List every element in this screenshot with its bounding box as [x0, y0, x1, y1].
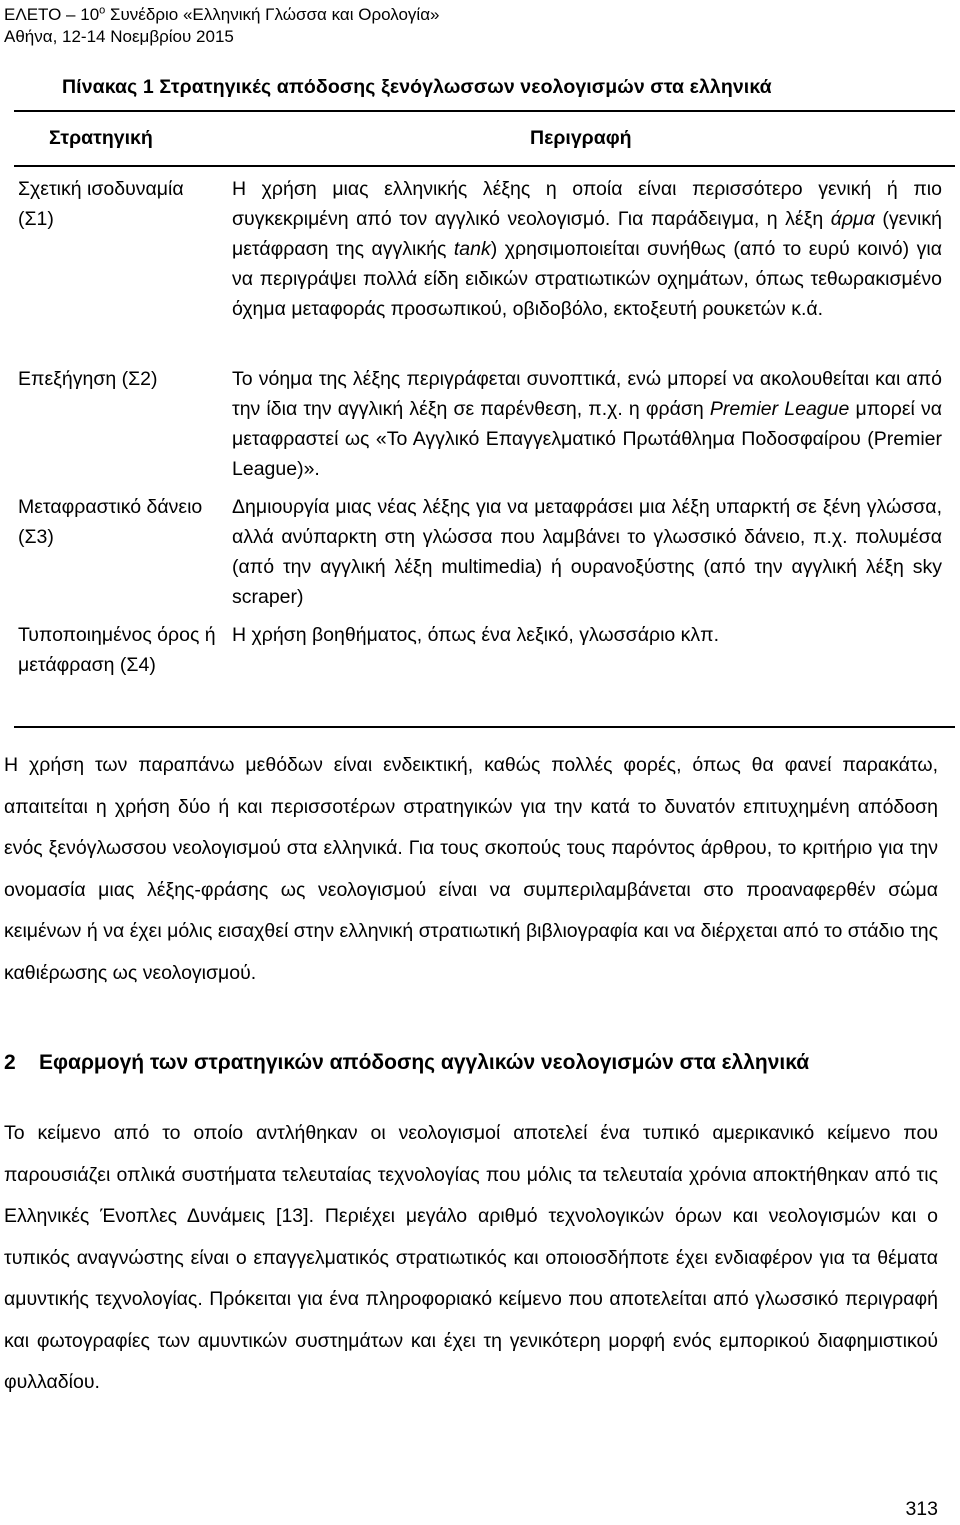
table-caption: Πίνακας 1 Στρατηγικές απόδοσης ξενόγλωσσων νεολογισμών στα ελληνικά	[62, 76, 772, 98]
table-row-term: Επεξήγηση (Σ2)	[18, 368, 158, 390]
section-number: 2	[4, 1051, 16, 1074]
section-title: Εφαρμογή των στρατηγικών απόδοσης αγγλικών νεολογισμών στα ελληνικά	[39, 1051, 810, 1074]
table-row-description: Η χρήση βοηθήματος, όπως ένα λεξικό, γλωσσάριο κλπ.	[232, 624, 720, 646]
table-header-rule	[14, 165, 955, 167]
table-row-description: Η χρήση μιας ελληνικής λέξης η οποία είναι περισσότερο γενική ή πιο συγκεκριμένη από τον αγγλικό νεολογισμό. Για παράδειγμα, η λέξη άρμα (γενική μετάφραση της αγγλικής tank) χρησιμοποιείται συνήθως (από το ευρύ κοινό) για να περιγράψει πολλά είδη ειδικών στρατιωτικών οχημάτων, όπως τεθωρακισμένο όχημα μεταφοράς προσωπικού, οβιδοβόλο, εκτοξευτή ρουκετών κ.ά.	[232, 178, 942, 320]
table-row-description: Το νόημα της λέξης περιγράφεται συνοπτικά, ενώ μπορεί να ακολουθείται και από την ίδια την αγγλική λέξη σε παρένθεση, π.χ. η φράση Premier League μπορεί να μεταφραστεί ως «Το Αγγλικό Επαγγελματικό Πρωτάθλημα Ποδοσφαίρου (Premier League)».	[232, 368, 942, 480]
page-number: 313	[905, 1498, 938, 1520]
table-row-description: Δημιουργία μιας νέας λέξης για να μεταφράσει μια λέξη υπαρκτή σε ξένη γλώσσα, αλλά ανύπαρκτη στη γλώσσα που λαμβάνει το γλωσσικό δάνειο, π.χ. πολυμέσα (από την αγγλική λέξη multimedia) ή ουρανοξύστης (από την αγγλική λέξη sky scraper)	[232, 496, 942, 608]
header-line-2: Αθήνα, 12-14 Νοεμβρίου 2015	[4, 27, 234, 46]
running-header	[4, 4, 440, 48]
body-paragraph: Η χρήση των παραπάνω μεθόδων είναι ενδεικτική, καθώς πολλές φορές, όπως θα φανεί παρακάτω, απαιτείται η χρήση δύο ή και περισσοτέρων στρατηγικών για την κατά το δυνατόν επιτυχημένη απόδοση ενός ξενόγλωσσου νεολογισμού στα ελληνικά. Για τους σκοπούς τους παρόντος άρθρου, το κριτήριο για την ονομασία μιας λέξης-φράσης ως νεολογισμού είναι να συμπεριλαμβάνεται στο προαναφερθέν σώμα κειμένων ή να έχει μόλις εισαχθεί στην ελληνική στρατιωτική βιβλιογραφία και να διέρχεται από το στάδιο της καθιέρωσης ως νεολογισμού.	[4, 754, 938, 984]
table-bottom-rule	[14, 726, 955, 728]
column-header-description: Περιγραφή	[530, 127, 632, 149]
body-paragraph: Το κείμενο από το οποίο αντλήθηκαν οι νεολογισμοί αποτελεί ένα τυπικό αμερικανικό κείμενο που παρουσιάζει οπλικά συστήματα τελευταίας τεχνολογίας που μόλις τα τελευταία χρόνια αποκτήθηκαν από τις Ελληνικές Ένοπλες Δυνάμεις [13]. Περιέχει μεγάλο αριθμό τεχνολογικών όρων και νεολογισμών και ο τυπικός αναγνώστης είναι ο επαγγελματικός στρατιωτικός και οποιοσδήποτε έχει ενδιαφέρον για τα θέματα αμυντικής τεχνολογίας. Πρόκειται για ένα πληροφοριακό κείμενο που αποτελείται από γλωσσικό περιγραφή και φωτογραφίες των αμυντικών συστημάτων και έχει τη γενικότερη μορφή ενός εμπορικού διαφημιστικού φυλλαδίου.	[4, 1122, 938, 1393]
table-row-term: Μεταφραστικό δάνειο (Σ3)	[18, 496, 203, 548]
header-line-1: ΕΛΕΤΟ – $10^o$ Συνέδριο «Ελληνική Γλώσσα και Ορολογία»	[4, 4, 440, 24]
column-header-strategy: Στρατηγική	[49, 127, 153, 149]
table-row-term: Σχετική ισοδυναμία (Σ1)	[18, 178, 184, 230]
table-row-term: Τυποποιημένος όρος ή μετάφραση (Σ4)	[18, 624, 216, 676]
section-heading	[4, 1048, 904, 1077]
table-top-rule	[14, 110, 955, 112]
